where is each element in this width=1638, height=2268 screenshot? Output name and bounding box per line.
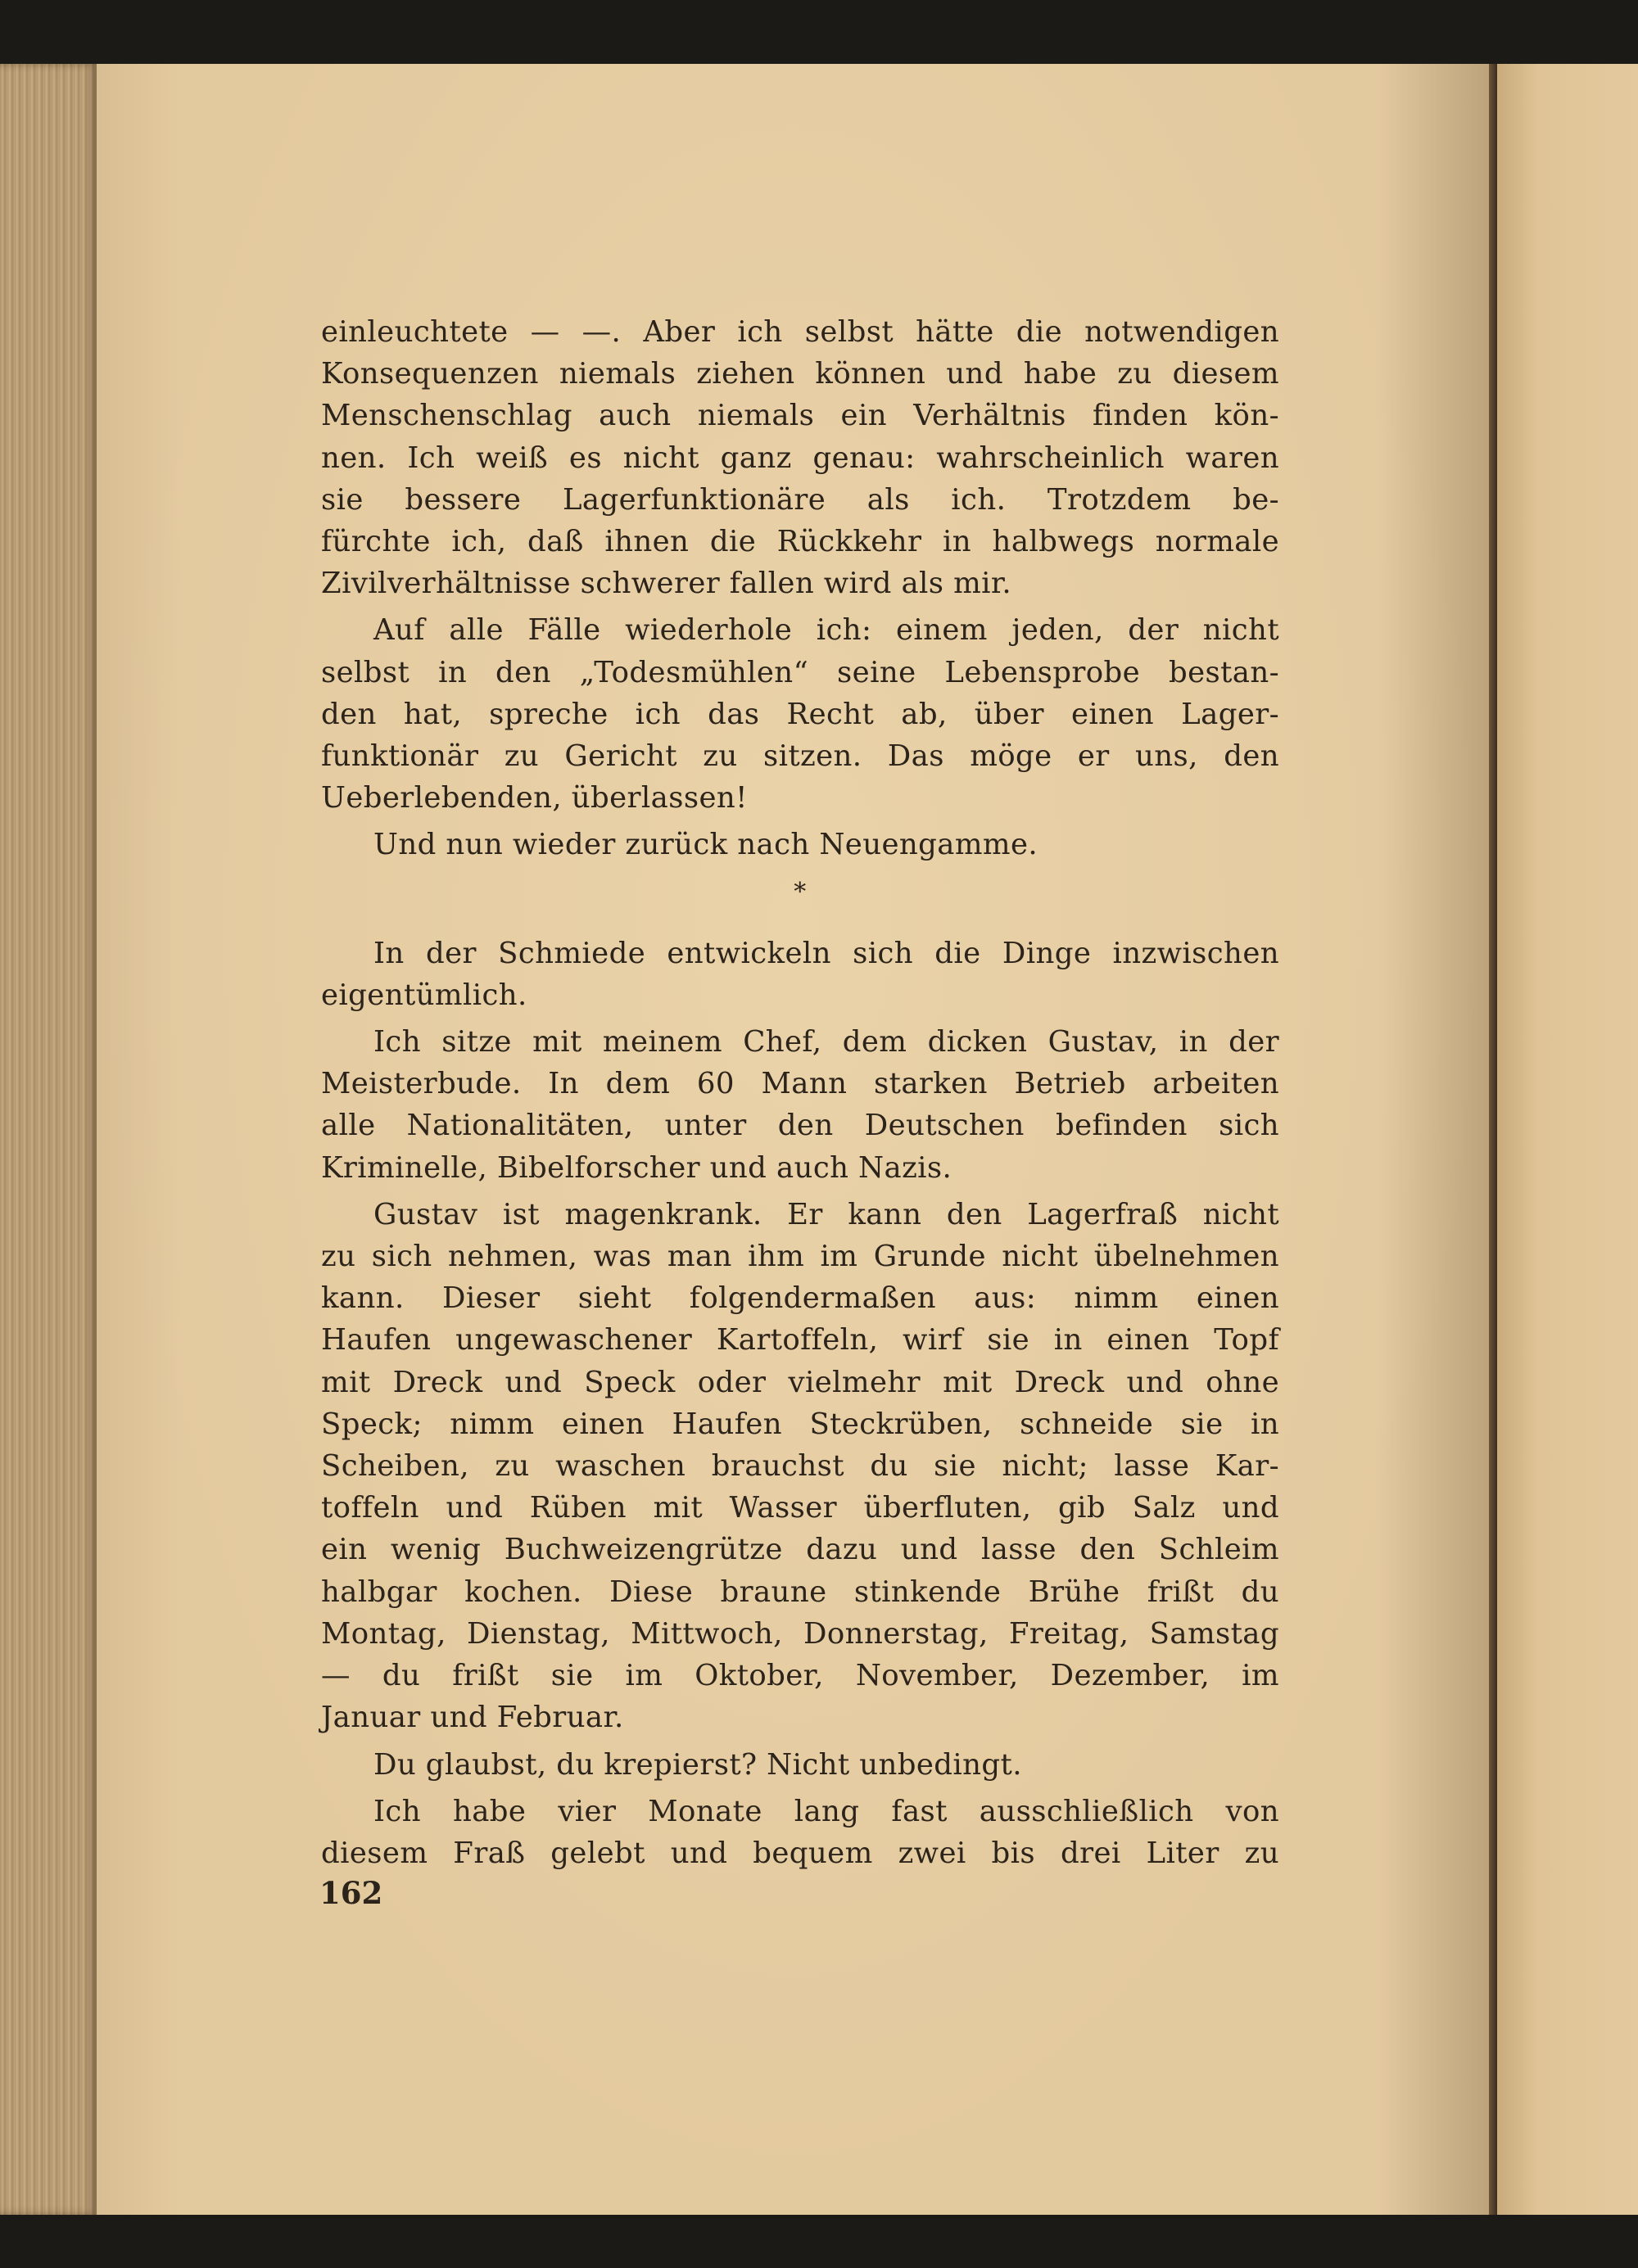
text-line: Gustav ist magenkrank. Er kann den Lagerfraß nicht <box>373 1197 1279 1231</box>
text-line: kann. Dieser sieht folgendermaßen aus: nimm einen <box>321 1281 1279 1316</box>
text-line: den hat, spreche ich das Recht ab, über einen Lager- <box>321 697 1279 731</box>
page-number: 162 <box>319 1875 383 1911</box>
text-line: Auf alle Fälle wiederhole ich: einem jeden, der nicht <box>373 613 1279 648</box>
text-line: Meisterbude. In dem 60 Mann starken Betrieb arbeiten <box>321 1067 1279 1101</box>
text-line: mit Dreck und Speck oder vielmehr mit Dreck und ohne <box>321 1365 1279 1399</box>
paragraph <box>321 1744 1279 1786</box>
text-line: Konsequenzen niemals ziehen können und habe zu diesem <box>321 357 1279 391</box>
text-line: Kriminelle, Bibelforscher und auch Nazis. <box>321 1150 952 1185</box>
scan-background-top <box>0 0 1638 64</box>
text-line: halbgar kochen. Diese braune stinkende Brühe frißt du <box>321 1574 1279 1609</box>
text-line: eigentümlich. <box>321 978 527 1012</box>
text-line: Du glaubst, du krepierst? Nicht unbedingt. <box>373 1747 1022 1782</box>
text-line: In der Schmiede entwickeln sich die Dinge inzwischen <box>373 936 1279 970</box>
text-line: Und nun wieder zurück nach Neuengamme. <box>373 828 1038 862</box>
paragraph <box>321 1021 1279 1189</box>
text-line: toffeln und Rüben mit Wasser überfluten, gib Salz und <box>321 1491 1279 1525</box>
text-line: nen. Ich weiß es nicht ganz genau: wahrscheinlich waren <box>321 440 1279 475</box>
text-line: funktionär zu Gericht zu sitzen. Das möge er uns, den <box>321 739 1279 774</box>
text-line: Menschenschlag auch niemals ein Verhältnis finden kön- <box>321 399 1279 433</box>
text-line: Speck; nimm einen Haufen Steckrüben, schneide sie in <box>321 1407 1279 1441</box>
text-line: einleuchtete — —. Aber ich selbst hätte die notwendigen <box>321 315 1279 349</box>
paragraph <box>321 609 1279 819</box>
text-line: Haufen ungewaschener Kartoffeln, wirf sie in einen Topf <box>321 1323 1279 1358</box>
text-line: Ich sitze mit meinem Chef, dem dicken Gustav, in der <box>373 1025 1279 1059</box>
text-line: selbst in den „Todesmühlen“ seine Lebensprobe bestan- <box>321 655 1279 689</box>
section-break-asterisk: * <box>794 877 807 906</box>
paragraph <box>321 1791 1279 1874</box>
text-line: ein wenig Buchweizengrütze dazu und lasse den Schleim <box>321 1533 1279 1567</box>
text-line: — du frißt sie im Oktober, November, Dezember, im <box>321 1659 1279 1693</box>
text-line: alle Nationalitäten, unter den Deutschen befinden sich <box>321 1109 1279 1143</box>
scan-background-bottom <box>0 2215 1638 2268</box>
text-line: Scheiben, zu waschen brauchst du sie nicht; lasse Kar- <box>321 1449 1279 1484</box>
text-line: Ich habe vier Monate lang fast ausschließlich von <box>373 1794 1279 1828</box>
body-text <box>321 311 1279 1879</box>
paragraph <box>321 311 1279 604</box>
text-line: Montag, Dienstag, Mittwoch, Donnerstag, Freitag, Samstag <box>321 1616 1279 1651</box>
book-gutter <box>1489 64 1497 2215</box>
text-line: diesem Fraß gelebt und bequem zwei bis drei Liter zu <box>321 1836 1279 1870</box>
text-line: Ueberlebenden, überlassen! <box>321 781 748 815</box>
paragraph <box>321 1194 1279 1739</box>
paragraph <box>321 933 1279 1016</box>
text-line: sie bessere Lagerfunktionäre als ich. Trotzdem be- <box>321 482 1279 517</box>
text-line: Januar und Februar. <box>321 1701 624 1735</box>
text-line: fürchte ich, daß ihnen die Rückkehr in halbwegs normale <box>321 525 1279 559</box>
book-page-edges <box>0 64 97 2215</box>
text-line: zu sich nehmen, was man ihm im Grunde nicht übelnehmen <box>321 1240 1279 1274</box>
text-line: Zivilverhältnisse schwerer fallen wird als mir. <box>321 567 1012 601</box>
paragraph <box>321 824 1279 865</box>
adjacent-page <box>1497 64 1638 2215</box>
